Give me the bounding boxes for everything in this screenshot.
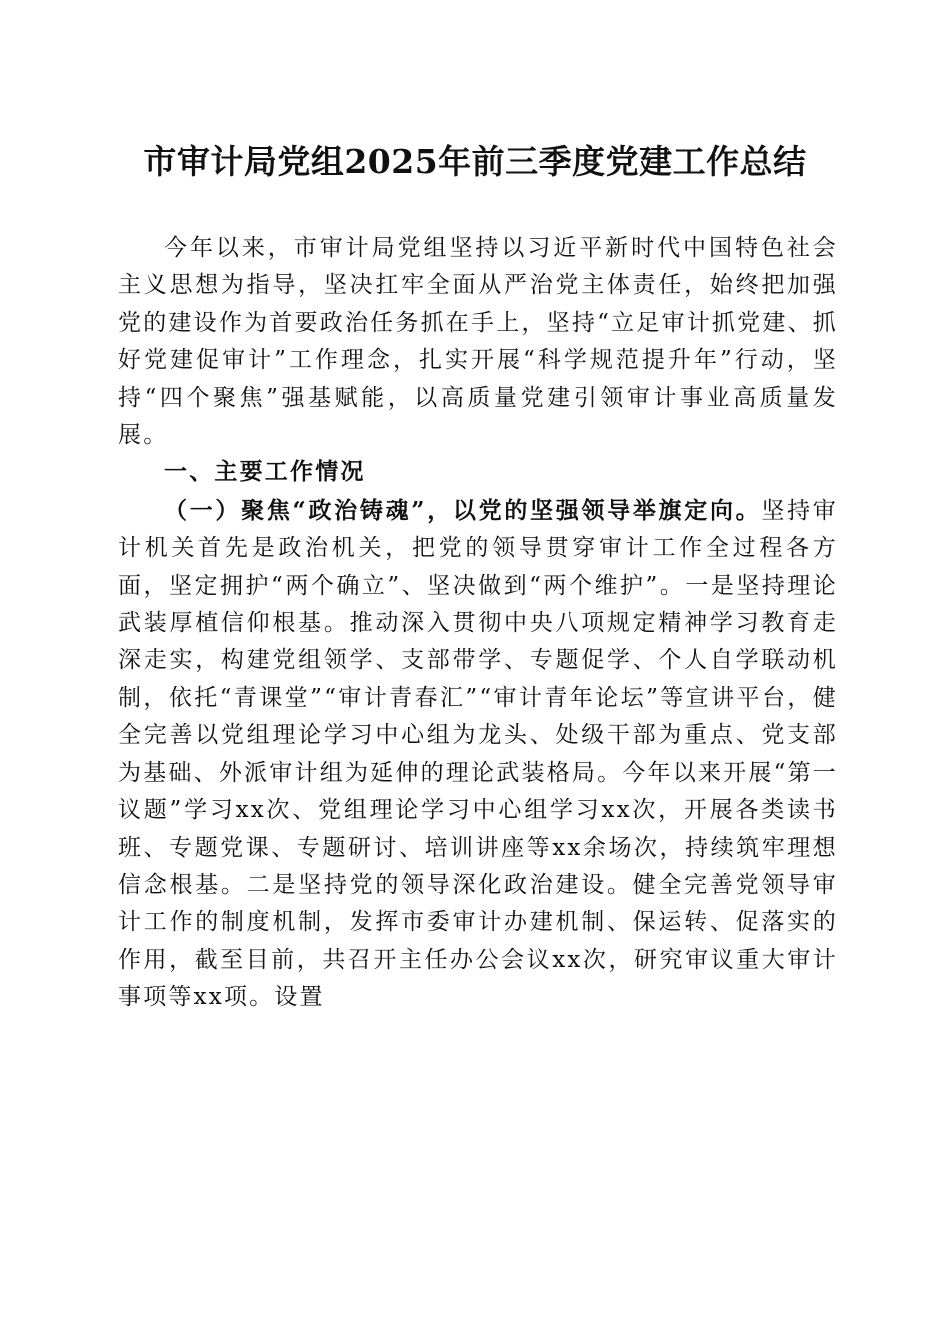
section-item-1-paragraph <box>118 492 838 1017</box>
section-item-1-heading: （一）聚焦“政治铸魂”，以党的坚强领导举旗定向。 <box>164 496 762 524</box>
document-body <box>118 230 838 1017</box>
section-heading-main-work: 一、主要工作情况 <box>164 459 366 486</box>
intro-paragraph: 今年以来，市审计局党组坚持以习近平新时代中国特色社会主义思想为指导，坚决扛牢全面从严治党主体责任，始终把加强党的建设作为首要政治任务抓在手上，坚持“立足审计抓党建、抓好党建促审计”工作理念，扎实开展“科学规范提升年”行动，坚持“四个聚焦”强基赋能，以高质量党建引领审计事业高质量发展。 <box>118 235 838 449</box>
section-item-1-body: 坚持审计机关首先是政治机关，把党的领导贯穿审计工作全过程各方面，坚定拥护“两个确立”、坚决做到“两个维护”。一是坚持理论武装厚植信仰根基。推动深入贯彻中央八项规定精神学习教育走深走实，构建党组领学、支部带学、专题促学、个人自学联动机制，依托“青课堂”“审计青春汇”“审计青年论坛”等宣讲平台，健全完善以党组理论学习中心组为龙头、处级干部为重点、党支部为基础、外派审计组为延伸的理论武装格局。今年以来开展“第一议题”学习xx次、党组理论学习中心组学习xx次，开展各类读书班、专题党课、专题研讨、培训讲座等xx余场次，持续筑牢理想信念根基。二是坚持党的领导深化政治建设。健全完善党领导审计工作的制度机制，发挥市委审计办建机制、保运转、促落实的作用，截至目前，共召开主任办公会议xx次，研究审议重大审计事项等xx项。设置 <box>118 497 838 1011</box>
document-title: 市审计局党组2025年前三季度党建工作总结 <box>143 142 807 181</box>
